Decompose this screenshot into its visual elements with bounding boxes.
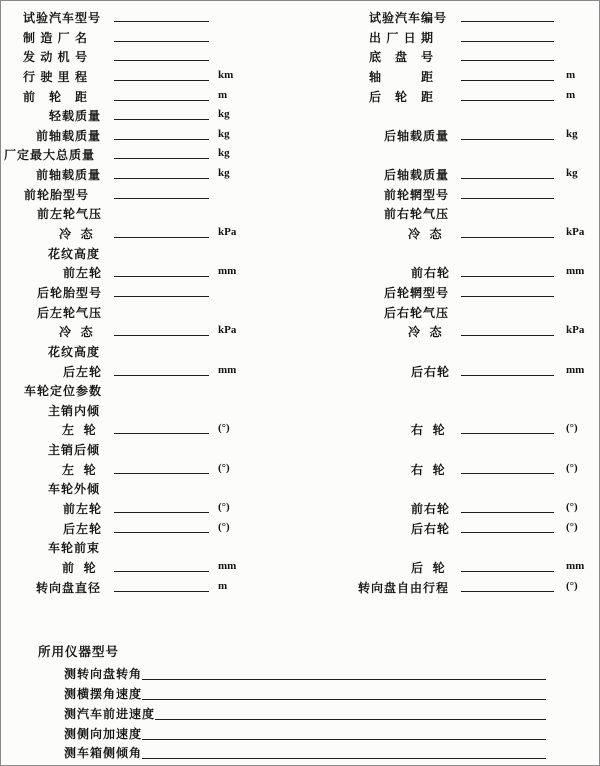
field-label: 后右轮 xyxy=(411,364,451,379)
blank-fill-line xyxy=(114,41,209,42)
right-field-cell xyxy=(301,341,600,361)
form-row xyxy=(1,459,600,479)
right-field-cell xyxy=(301,282,600,302)
blank-fill-line xyxy=(114,100,209,101)
field-label: 后右轮 xyxy=(411,521,451,536)
unit-label: mm xyxy=(566,265,585,278)
field-label: 前左轮 xyxy=(63,266,103,281)
unit-label: kg xyxy=(218,108,230,121)
form-row xyxy=(1,66,600,86)
form-row xyxy=(1,243,600,263)
right-field-cell xyxy=(301,184,600,204)
blank-fill-line xyxy=(461,237,554,238)
field-label: 前轮胎型号 xyxy=(24,187,90,202)
unit-label: km xyxy=(218,68,234,81)
field-label: 左 轮 xyxy=(62,462,97,477)
blank-fill-line xyxy=(114,591,209,592)
unit-label: kg xyxy=(218,167,230,180)
field-label: 前右轮气压 xyxy=(384,207,450,222)
right-field-cell xyxy=(301,498,600,518)
left-field-cell xyxy=(1,66,301,86)
field-label: 右 轮 xyxy=(411,423,446,438)
unit-label: kg xyxy=(218,147,230,160)
blank-fill-line xyxy=(461,296,554,297)
unit-label: m xyxy=(218,88,228,101)
unit-label: (°) xyxy=(566,422,578,435)
field-label: 前轴载质量 xyxy=(36,128,102,143)
form-row xyxy=(1,105,600,125)
form-row xyxy=(1,557,600,577)
left-field-cell xyxy=(1,518,301,538)
blank-fill-line xyxy=(461,21,554,22)
blank-fill-line xyxy=(461,41,554,42)
left-field-cell xyxy=(1,144,301,164)
form-row xyxy=(1,380,600,400)
right-field-cell xyxy=(301,125,600,145)
field-label: 出 厂 日 期 xyxy=(369,30,435,45)
left-field-cell xyxy=(1,223,301,243)
field-label: 前轮辋型号 xyxy=(384,187,450,202)
right-field-cell xyxy=(301,203,600,223)
left-field-cell xyxy=(1,380,301,400)
field-label: 前 轮 xyxy=(62,560,97,575)
left-field-cell xyxy=(1,262,301,282)
form-row xyxy=(1,46,600,66)
blank-fill-line xyxy=(461,80,554,81)
left-field-cell xyxy=(1,361,301,381)
left-field-cell xyxy=(1,27,301,47)
right-field-cell xyxy=(301,243,600,263)
blank-fill-line xyxy=(114,433,209,434)
form-row xyxy=(1,498,600,518)
blank-fill-line xyxy=(461,571,554,572)
right-field-cell xyxy=(301,27,600,47)
left-field-cell xyxy=(1,341,301,361)
instruments-list xyxy=(64,663,546,762)
left-field-cell xyxy=(1,302,301,322)
unit-label: (°) xyxy=(566,520,578,533)
form-row xyxy=(1,518,600,538)
blank-fill-line xyxy=(114,276,209,277)
blank-fill-line xyxy=(461,139,554,140)
unit-label: kg xyxy=(218,127,230,140)
field-label: 制 造 厂 名 xyxy=(23,30,89,45)
field-label: 轴 距 xyxy=(369,69,435,84)
right-field-cell xyxy=(301,262,600,282)
blank-fill-line xyxy=(114,335,209,336)
field-label: 车轮外倾 xyxy=(48,482,101,497)
right-field-cell xyxy=(301,577,600,597)
form-row xyxy=(1,144,600,164)
form-row xyxy=(1,302,600,322)
blank-fill-line xyxy=(461,433,554,434)
field-label: 后左轮气压 xyxy=(37,305,103,320)
unit-label: (°) xyxy=(218,461,230,474)
left-field-cell xyxy=(1,537,301,557)
field-label: 试验汽车型号 xyxy=(23,11,102,25)
form-row xyxy=(1,7,600,27)
form-row xyxy=(1,537,600,557)
blank-fill-line xyxy=(461,198,554,199)
right-field-cell xyxy=(301,478,600,498)
unit-label: (°) xyxy=(218,422,230,435)
form-row xyxy=(1,125,600,145)
field-label: 发 动 机 号 xyxy=(23,50,89,65)
field-label: 左 轮 xyxy=(62,423,97,438)
blank-fill-line xyxy=(114,296,209,297)
form-row xyxy=(1,184,600,204)
form-row xyxy=(1,577,600,597)
form-row xyxy=(1,341,600,361)
field-label: 主销后倾 xyxy=(48,443,101,458)
blank-fill-line xyxy=(461,178,554,179)
blank-fill-line xyxy=(142,758,546,759)
field-label: 前轴载质量 xyxy=(36,168,102,183)
blank-fill-line xyxy=(461,276,554,277)
blank-fill-line xyxy=(461,100,554,101)
right-field-cell xyxy=(301,86,600,106)
field-label: 后左轮 xyxy=(63,364,103,379)
right-field-cell xyxy=(301,46,600,66)
unit-label: kPa xyxy=(218,324,237,337)
field-label: 底 盘 号 xyxy=(369,50,435,65)
blank-fill-line xyxy=(461,532,554,533)
form-row xyxy=(1,223,600,243)
instruments-section xyxy=(38,642,546,762)
instrument-label: 测横摆角速度 xyxy=(64,686,143,701)
field-label: 冷 态 xyxy=(408,227,443,242)
form-row xyxy=(1,164,600,184)
unit-label: (°) xyxy=(566,579,578,592)
right-field-cell xyxy=(301,518,600,538)
unit-label: m xyxy=(566,68,576,81)
field-label: 前右轮 xyxy=(411,266,451,281)
blank-fill-line xyxy=(461,335,554,336)
field-label: 冷 态 xyxy=(408,325,443,340)
left-field-cell xyxy=(1,7,301,27)
instrument-row xyxy=(64,663,546,683)
instrument-label: 测车箱侧倾角 xyxy=(64,746,143,761)
field-label: 后轮胎型号 xyxy=(37,285,103,300)
unit-label: kPa xyxy=(566,226,585,239)
form-row xyxy=(1,478,600,498)
field-label: 前左轮气压 xyxy=(37,207,103,222)
form-row xyxy=(1,361,600,381)
instruments-section-title: 所用仪器型号 xyxy=(38,645,120,659)
instrument-label: 测汽车前进速度 xyxy=(64,706,156,721)
left-field-cell xyxy=(1,125,301,145)
field-label: 车轮定位参数 xyxy=(24,384,103,399)
blank-fill-line xyxy=(114,178,209,179)
unit-label: kPa xyxy=(566,324,585,337)
left-field-cell xyxy=(1,105,301,125)
unit-label: mm xyxy=(566,363,585,376)
right-field-cell xyxy=(301,361,600,381)
field-label: 行 驶 里 程 xyxy=(23,69,89,84)
left-field-cell xyxy=(1,164,301,184)
instrument-row xyxy=(64,743,546,763)
field-label: 主销内倾 xyxy=(48,403,101,418)
instrument-label: 测转向盘转角 xyxy=(64,666,143,681)
unit-label: mm xyxy=(566,559,585,572)
blank-fill-line xyxy=(114,158,209,159)
field-label: 后轴载质量 xyxy=(384,168,450,183)
right-field-cell xyxy=(301,439,600,459)
field-label: 后 轮 距 xyxy=(369,89,435,104)
field-label: 后 轮 xyxy=(411,560,446,575)
left-field-cell xyxy=(1,478,301,498)
field-label: 冷 态 xyxy=(59,325,94,340)
left-field-cell xyxy=(1,459,301,479)
unit-label: (°) xyxy=(566,461,578,474)
blank-fill-line xyxy=(461,375,554,376)
blank-fill-line xyxy=(114,139,209,140)
field-label: 试验汽车编号 xyxy=(369,11,448,25)
blank-fill-line xyxy=(114,80,209,81)
form-row xyxy=(1,400,600,420)
right-field-cell xyxy=(301,66,600,86)
form-row xyxy=(1,27,600,47)
unit-label: m xyxy=(218,579,228,592)
blank-fill-line xyxy=(114,21,209,22)
right-field-cell xyxy=(301,164,600,184)
field-label: 右 轮 xyxy=(411,462,446,477)
right-field-cell xyxy=(301,144,600,164)
field-label: 轻载质量 xyxy=(49,109,102,124)
unit-label: mm xyxy=(218,363,237,376)
blank-fill-line xyxy=(114,512,209,513)
right-field-cell xyxy=(301,105,600,125)
blank-fill-line xyxy=(114,119,209,120)
field-label: 后左轮 xyxy=(63,521,103,536)
unit-label: (°) xyxy=(566,501,578,514)
unit-label: mm xyxy=(218,559,237,572)
instrument-row xyxy=(64,723,546,743)
blank-fill-line xyxy=(155,719,546,720)
unit-label: mm xyxy=(218,265,237,278)
left-field-cell xyxy=(1,400,301,420)
form-row xyxy=(1,203,600,223)
field-label: 前右轮 xyxy=(411,502,451,517)
field-label: 厂定最大总质量 xyxy=(4,148,96,163)
unit-label: kPa xyxy=(218,226,237,239)
right-field-cell xyxy=(301,302,600,322)
blank-fill-line xyxy=(142,699,546,700)
left-field-cell xyxy=(1,439,301,459)
left-field-cell xyxy=(1,321,301,341)
blank-fill-line xyxy=(461,473,554,474)
left-field-cell xyxy=(1,184,301,204)
right-field-cell xyxy=(301,223,600,243)
field-label: 后轮辋型号 xyxy=(384,285,450,300)
vehicle-parameters-section xyxy=(1,7,600,596)
field-label: 花纹高度 xyxy=(48,246,101,261)
blank-fill-line xyxy=(142,739,546,740)
blank-fill-line xyxy=(461,512,554,513)
right-field-cell xyxy=(301,321,600,341)
unit-label: kg xyxy=(566,127,578,140)
form-row xyxy=(1,86,600,106)
blank-fill-line xyxy=(461,591,554,592)
field-label: 花纹高度 xyxy=(48,344,101,359)
right-field-cell xyxy=(301,459,600,479)
right-field-cell xyxy=(301,380,600,400)
field-label: 前左轮 xyxy=(63,502,103,517)
right-field-cell xyxy=(301,557,600,577)
field-label: 后轴载质量 xyxy=(384,128,450,143)
field-label: 转向盘自由行程 xyxy=(358,580,450,595)
left-field-cell xyxy=(1,498,301,518)
form-row xyxy=(1,419,600,439)
left-field-cell xyxy=(1,419,301,439)
blank-fill-line xyxy=(114,375,209,376)
blank-fill-line xyxy=(114,473,209,474)
blank-fill-line xyxy=(114,198,209,199)
blank-fill-line xyxy=(114,571,209,572)
unit-label: m xyxy=(566,88,576,101)
left-field-cell xyxy=(1,86,301,106)
left-field-cell xyxy=(1,282,301,302)
form-row xyxy=(1,439,600,459)
instrument-label: 测侧向加速度 xyxy=(64,726,143,741)
unit-label: (°) xyxy=(218,520,230,533)
left-field-cell xyxy=(1,557,301,577)
left-field-cell xyxy=(1,46,301,66)
left-field-cell xyxy=(1,577,301,597)
unit-label: (°) xyxy=(218,501,230,514)
right-field-cell xyxy=(301,419,600,439)
right-field-cell xyxy=(301,400,600,420)
blank-fill-line xyxy=(114,60,209,61)
form-row xyxy=(1,321,600,341)
left-field-cell xyxy=(1,243,301,263)
left-field-cell xyxy=(1,203,301,223)
instrument-row xyxy=(64,703,546,723)
blank-fill-line xyxy=(114,237,209,238)
right-field-cell xyxy=(301,537,600,557)
field-label: 转向盘直径 xyxy=(36,580,102,595)
field-label: 车轮前束 xyxy=(48,541,101,556)
field-label: 后右轮气压 xyxy=(384,305,450,320)
blank-fill-line xyxy=(142,679,546,680)
field-label: 前 轮 距 xyxy=(23,89,89,104)
unit-label: kg xyxy=(566,167,578,180)
field-label: 冷 态 xyxy=(59,227,94,242)
blank-fill-line xyxy=(461,60,554,61)
form-row xyxy=(1,282,600,302)
form-row xyxy=(1,262,600,282)
right-field-cell xyxy=(301,7,600,27)
instrument-row xyxy=(64,683,546,703)
blank-fill-line xyxy=(114,532,209,533)
